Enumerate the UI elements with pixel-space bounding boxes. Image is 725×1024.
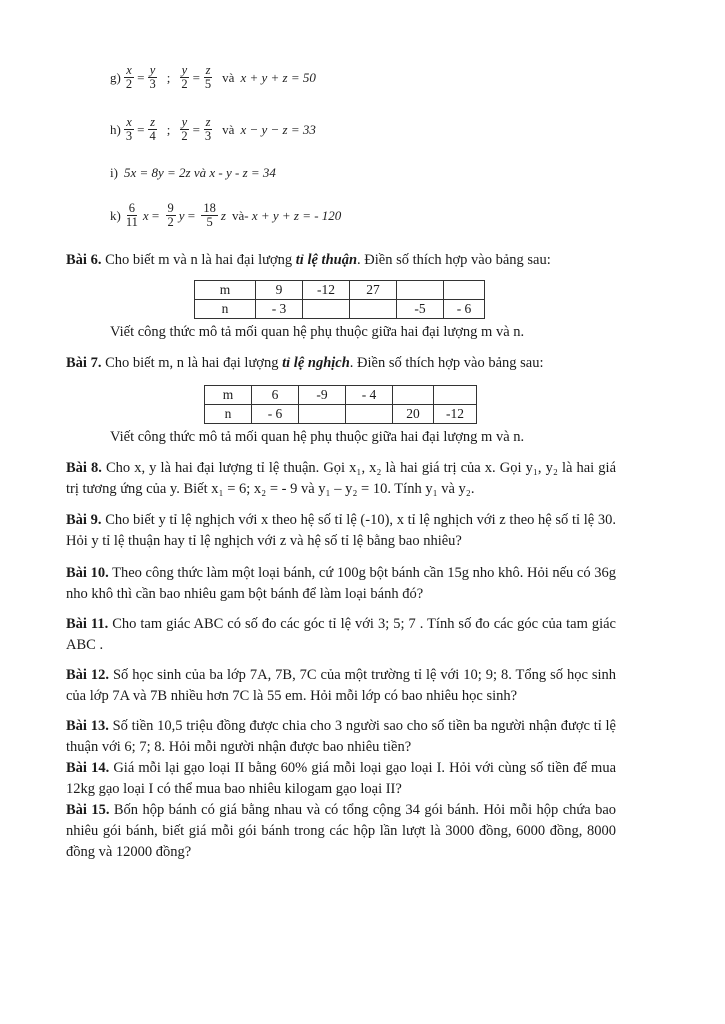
equation-conj: và xyxy=(222,69,235,85)
table-row-n xyxy=(205,405,477,424)
table-cell xyxy=(397,281,444,300)
exercise-text: Số học sinh của ba lớp 7A, 7B, 7C của một trường tỉ lệ với 10; 9; 8. Tổng số học sinh của lớp 7A và 7B nhiều hơn 7C là 55 em. Hỏi mỗi lớp có bao nhiêu học sinh? xyxy=(66,667,617,704)
table-cell: - 6 xyxy=(252,405,299,424)
exercise-6 xyxy=(66,250,616,271)
exercise-text: . Điền số thích hợp vào bảng sau: xyxy=(349,355,544,371)
table-row-m xyxy=(205,386,477,405)
table-cell: -12 xyxy=(303,281,350,300)
exercise-label: Bài 10. xyxy=(66,565,109,581)
exercise-label: Bài 12. xyxy=(66,667,110,683)
table-cell xyxy=(434,386,477,405)
equation-label: h) xyxy=(110,121,121,137)
exercise-emphasis: tỉ lệ nghịch xyxy=(282,355,350,371)
exercise-10 xyxy=(66,563,616,605)
fraction: $\frac{z}{5}$ xyxy=(204,63,212,92)
table-cell xyxy=(346,405,393,424)
fraction: $\frac{18}{5}$ xyxy=(203,201,216,230)
table-bai7 xyxy=(204,385,477,424)
table-cell xyxy=(444,281,485,300)
exercise-label: Bài 9. xyxy=(66,512,102,528)
table-cell: 6 xyxy=(252,386,299,405)
equation-k: k) $\frac{6}{11}$ x = $\frac{9}{2}$ y = $\frac{18}{5}$ z và - x + y + z = - 120 xyxy=(110,201,342,230)
table-cell: - 6 xyxy=(444,300,485,319)
exercise-15 xyxy=(66,800,616,863)
exercise-6-note: Viết công thức mô tả mối quan hệ phụ thuộc giữa hai đại lượng m và n. xyxy=(110,324,525,340)
equation-i xyxy=(110,165,276,181)
exercise-text: Bốn hộp bánh có giá bằng nhau và có tổng cộng 34 gói bánh. Hỏi mỗi hộp chứa bao nhiêu gói bánh, biết giá mỗi gói bánh trong các hộp lần lượt là 3000 đồng, 6000 đồng, 8000 đồng và 12000 đồng? xyxy=(66,802,617,860)
table-cell xyxy=(299,405,346,424)
exercise-text: Cho biết m và n là hai đại lượng xyxy=(101,252,296,268)
exercise-text: Giá mỗi lại gạo loại II bằng 60% giá mỗi loại gạo loại I. Hỏi với cùng số tiền để mua 12kg gạo loại I có thể mua bao nhiêu kilogam gạo loại II? xyxy=(66,760,617,797)
exercise-label: Bài 8. xyxy=(66,460,102,476)
table-cell: -12 xyxy=(434,405,477,424)
exercise-13 xyxy=(66,716,616,758)
table-cell: n xyxy=(195,300,256,319)
exercise-label: Bài 13. xyxy=(66,718,109,734)
exercise-label: Bài 15. xyxy=(66,802,110,818)
exercise-label: Bài 14. xyxy=(66,760,110,776)
equation-conj: và xyxy=(231,207,245,223)
exercise-text: Cho tam giác ABC có số đo các góc tỉ lệ với 3; 5; 7 . Tính số đo các góc của tam giác ABC . xyxy=(66,616,616,653)
exercise-7 xyxy=(66,353,616,374)
equation-text: 5x = 8y = 2z và x - y - z = 34 xyxy=(123,165,276,180)
equation-rest: - x + y + z = - 120 xyxy=(244,207,342,223)
table-row-m xyxy=(195,281,485,300)
table-cell: n xyxy=(205,405,252,424)
exercise-emphasis: tỉ lệ thuận xyxy=(295,252,358,268)
table-cell: 20 xyxy=(393,405,434,424)
fraction: $\frac{z}{3}$ xyxy=(204,115,212,144)
fraction: $\frac{y}{3}$ xyxy=(149,63,156,92)
table-row-n xyxy=(195,300,485,319)
equation-label: g) xyxy=(110,69,121,85)
equation-rest: x + y + z = 50 xyxy=(240,69,316,85)
exercise-text: . Điền số thích hợp vào bảng sau: xyxy=(357,252,551,268)
equation-h: h) $\frac{x}{3}$ = $\frac{z}{4}$ ; $\frac{y}{2}$ = $\frac{z}{3}$ và x − y − z = 33 xyxy=(110,115,316,144)
exercise-text: Cho biết m, n là hai đại lượng xyxy=(101,355,283,371)
table-cell xyxy=(350,300,397,319)
exercise-12 xyxy=(66,665,616,707)
fraction: $\frac{x}{3}$ xyxy=(125,115,133,144)
exercise-text: Cho biết y tỉ lệ nghịch với x theo hệ số tỉ lệ (-10), x tỉ lệ nghịch với z theo hệ số tỉ lệ 30. Hỏi y tỉ lệ thuận hay tỉ lệ nghịch với z và hệ số tỉ lệ bằng bao nhiêu? xyxy=(66,512,616,549)
fraction: $\frac{9}{2}$ xyxy=(167,201,174,230)
equation-label: k) xyxy=(110,207,121,223)
exercise-text: Số tiền 10,5 triệu đồng được chia cho 3 người sao cho số tiền ba người nhận được tỉ lệ thuận với 6; 7; 8. Hỏi mỗi người nhận được bao nhiêu tiền? xyxy=(66,718,616,755)
exercise-label: Bài 6. xyxy=(66,252,102,268)
fraction: $\frac{x}{2}$ xyxy=(125,63,133,92)
equation-rest: x − y − z = 33 xyxy=(240,121,316,137)
fraction: $\frac{6}{11}$ xyxy=(125,201,138,230)
table-cell xyxy=(303,300,350,319)
exercise-9 xyxy=(66,510,616,552)
fraction: $\frac{y}{2}$ xyxy=(181,63,188,92)
fraction: $\frac{y}{2}$ xyxy=(181,115,188,144)
table-cell: -9 xyxy=(299,386,346,405)
table-cell: 27 xyxy=(350,281,397,300)
table-cell: 9 xyxy=(256,281,303,300)
fraction: $\frac{z}{4}$ xyxy=(149,115,156,144)
table-cell: - 3 xyxy=(256,300,303,319)
exercise-8 xyxy=(66,458,616,500)
equation-g: g) $\frac{x}{2}$ = $\frac{y}{3}$ ; $\frac{y}{2}$ = $\frac{z}{5}$ và x + y + z = 50 xyxy=(110,63,316,92)
exercise-text: Theo công thức làm một loại bánh, cứ 100g bột bánh cần 15g nho khô. Hỏi nếu có 36g nho khô thì cần bao nhiêu gam bột bánh để làm loại bánh đó? xyxy=(66,565,616,602)
table-cell: -5 xyxy=(397,300,444,319)
exercise-text: Cho x, y là hai đại lượng tỉ lệ thuận. Gọi x₁, x₂ là hai giá trị của x. Gọi y₁, y₂ là hai giá trị tương ứng của y. Biết x₁ = 6; x₂ = - 9 và y₁ – y₂ = 10. Tính y₁ và y₂. xyxy=(66,460,616,497)
table-cell: - 4 xyxy=(346,386,393,405)
exercise-label: Bài 11. xyxy=(66,616,109,632)
equation-label: i) xyxy=(110,165,118,180)
table-bai6 xyxy=(194,280,485,319)
table-cell: m xyxy=(205,386,252,405)
exercise-label: Bài 7. xyxy=(66,355,102,371)
exercise-14 xyxy=(66,758,616,800)
exercise-11 xyxy=(66,614,616,656)
table-cell: m xyxy=(195,281,256,300)
table-cell xyxy=(393,386,434,405)
exercise-7-note: Viết công thức mô tả mối quan hệ phụ thuộc giữa hai đại lượng m và n. xyxy=(110,429,525,445)
equation-conj: và xyxy=(222,121,235,137)
